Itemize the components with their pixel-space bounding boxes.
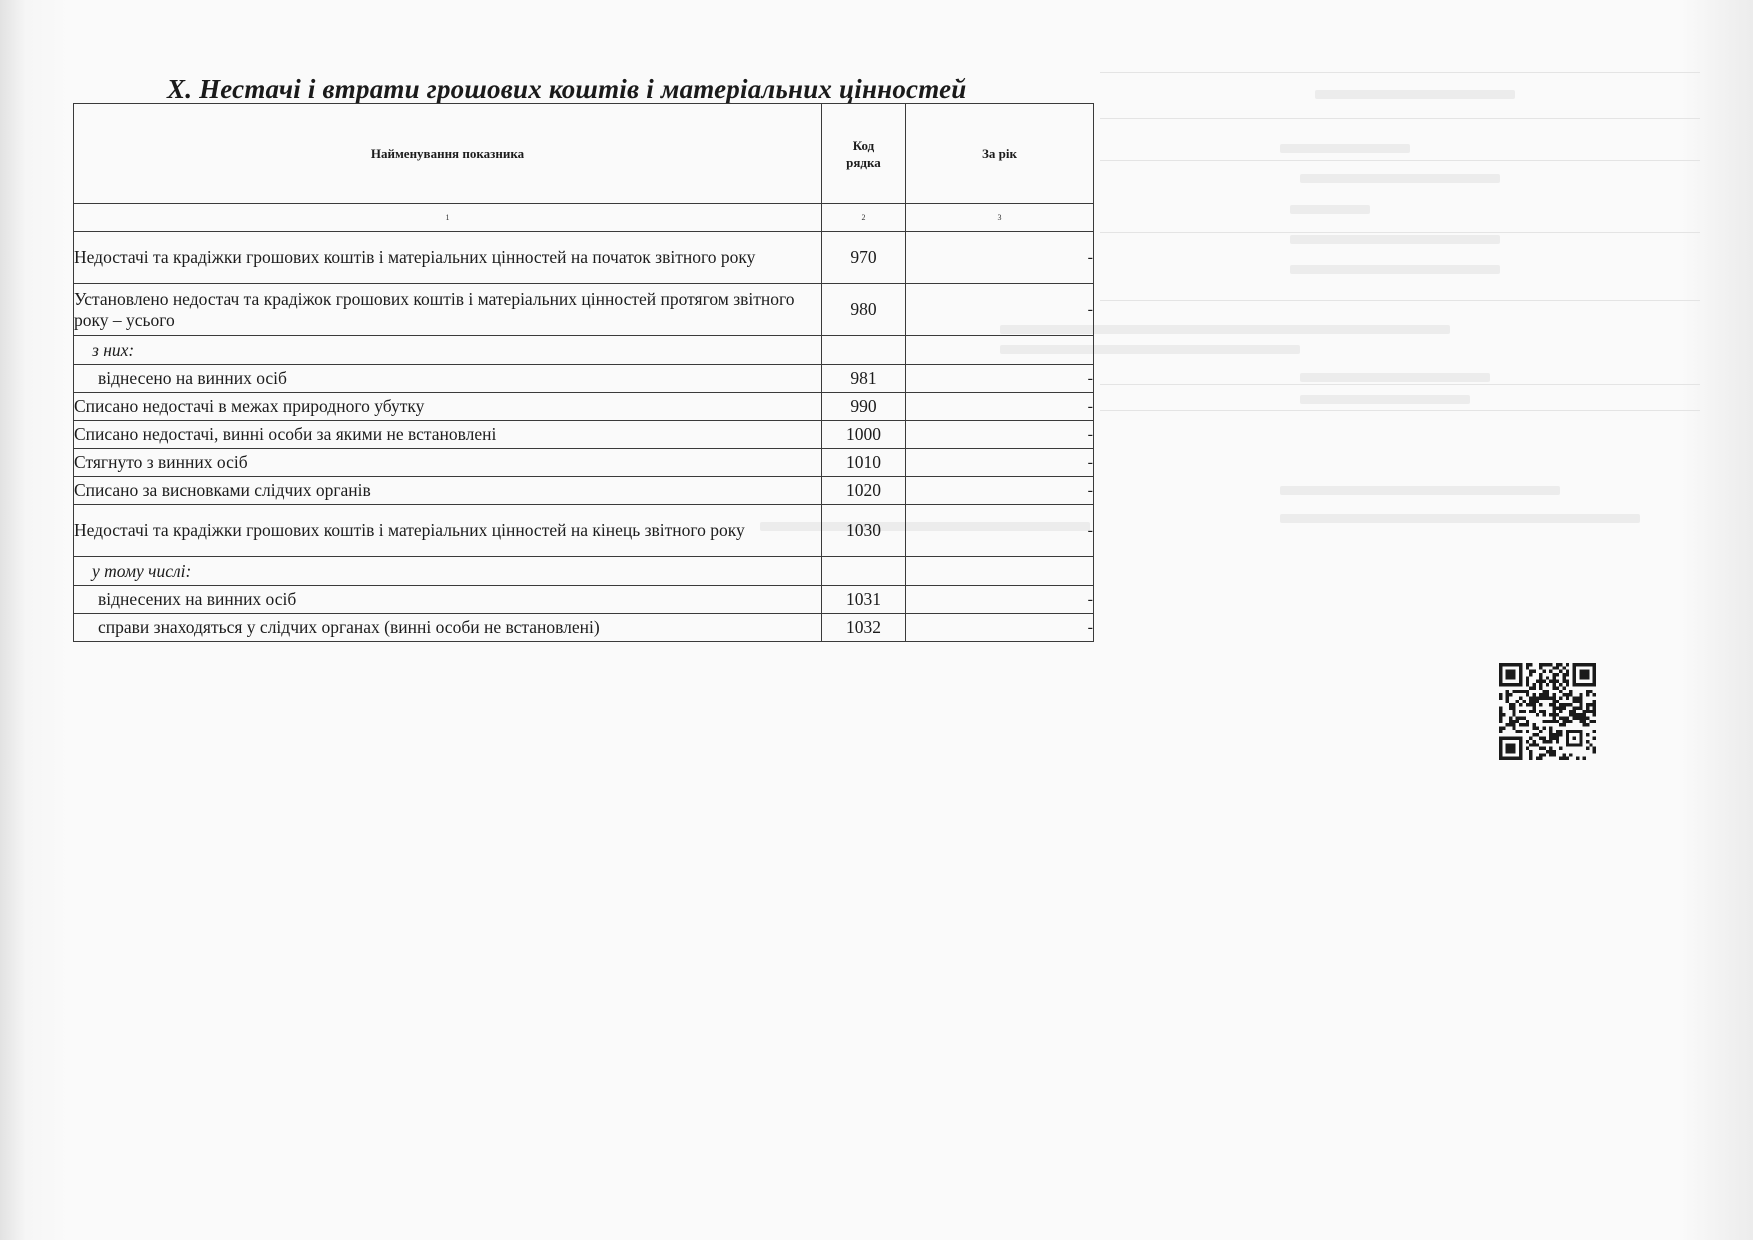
row-value: - — [906, 393, 1094, 421]
row-value: - — [906, 505, 1094, 557]
section-title: X. Нестачі і втрати грошових коштів і матеріальних цінностей — [167, 74, 967, 104]
row-name: віднесено на винних осіб — [74, 365, 822, 393]
table-row — [74, 477, 1094, 505]
row-value: - — [906, 614, 1094, 642]
row-name: Списано недостачі в межах природного убутку — [74, 393, 822, 421]
row-name: у тому числі: — [74, 557, 822, 586]
row-value — [906, 336, 1094, 365]
row-code: 1031 — [822, 586, 906, 614]
row-code — [822, 557, 906, 586]
row-value — [906, 557, 1094, 586]
row-name: віднесених на винних осіб — [74, 586, 822, 614]
row-name: Стягнуто з винних осіб — [74, 449, 822, 477]
row-value: - — [906, 449, 1094, 477]
row-code: 1030 — [822, 505, 906, 557]
column-number: 1 — [74, 204, 822, 232]
row-code: 1010 — [822, 449, 906, 477]
table-row — [74, 336, 1094, 365]
header-code-line1: Код — [852, 137, 875, 153]
qr-code-graphic — [1499, 663, 1596, 760]
table-row — [74, 393, 1094, 421]
row-value: - — [906, 477, 1094, 505]
table-row — [74, 365, 1094, 393]
row-value: - — [906, 421, 1094, 449]
row-code: 981 — [822, 365, 906, 393]
row-code: 1032 — [822, 614, 906, 642]
header-code — [822, 104, 906, 204]
row-value: - — [906, 284, 1094, 336]
row-code: 1000 — [822, 421, 906, 449]
table-header-row — [74, 104, 1094, 204]
qr-code-icon — [1499, 663, 1596, 760]
row-name: Недостачі та крадіжки грошових коштів і матеріальних цінностей на кінець звітного року — [74, 505, 822, 557]
row-code: 980 — [822, 284, 906, 336]
table-row — [74, 557, 1094, 586]
header-code-line2: рядка — [846, 154, 881, 170]
column-number: 2 — [822, 204, 906, 232]
row-code: 970 — [822, 232, 906, 284]
header-name: Найменування показника — [74, 104, 822, 204]
header-year: За рік — [906, 104, 1094, 204]
row-name: Списано недостачі, винні особи за якими не встановлені — [74, 421, 822, 449]
row-name: Списано за висновками слідчих органів — [74, 477, 822, 505]
row-code: 1020 — [822, 477, 906, 505]
row-name: Недостачі та крадіжки грошових коштів і матеріальних цінностей на початок звітного року — [74, 232, 822, 284]
row-name: з них: — [74, 336, 822, 365]
column-number-row — [74, 204, 1094, 232]
table-row — [74, 505, 1094, 557]
row-code — [822, 336, 906, 365]
row-name: Установлено недостач та крадіжок грошових коштів і матеріальних цінностей протягом звітного року – усього — [74, 284, 822, 336]
table-row — [74, 614, 1094, 642]
shortages-table — [73, 103, 1094, 642]
table-row — [74, 421, 1094, 449]
table-row — [74, 586, 1094, 614]
row-value: - — [906, 232, 1094, 284]
table-row — [74, 284, 1094, 336]
table-row — [74, 232, 1094, 284]
row-code: 990 — [822, 393, 906, 421]
table-row — [74, 449, 1094, 477]
row-value: - — [906, 365, 1094, 393]
column-number: 3 — [906, 204, 1094, 232]
row-name: справи знаходяться у слідчих органах (винні особи не встановлені) — [74, 614, 822, 642]
row-value: - — [906, 586, 1094, 614]
